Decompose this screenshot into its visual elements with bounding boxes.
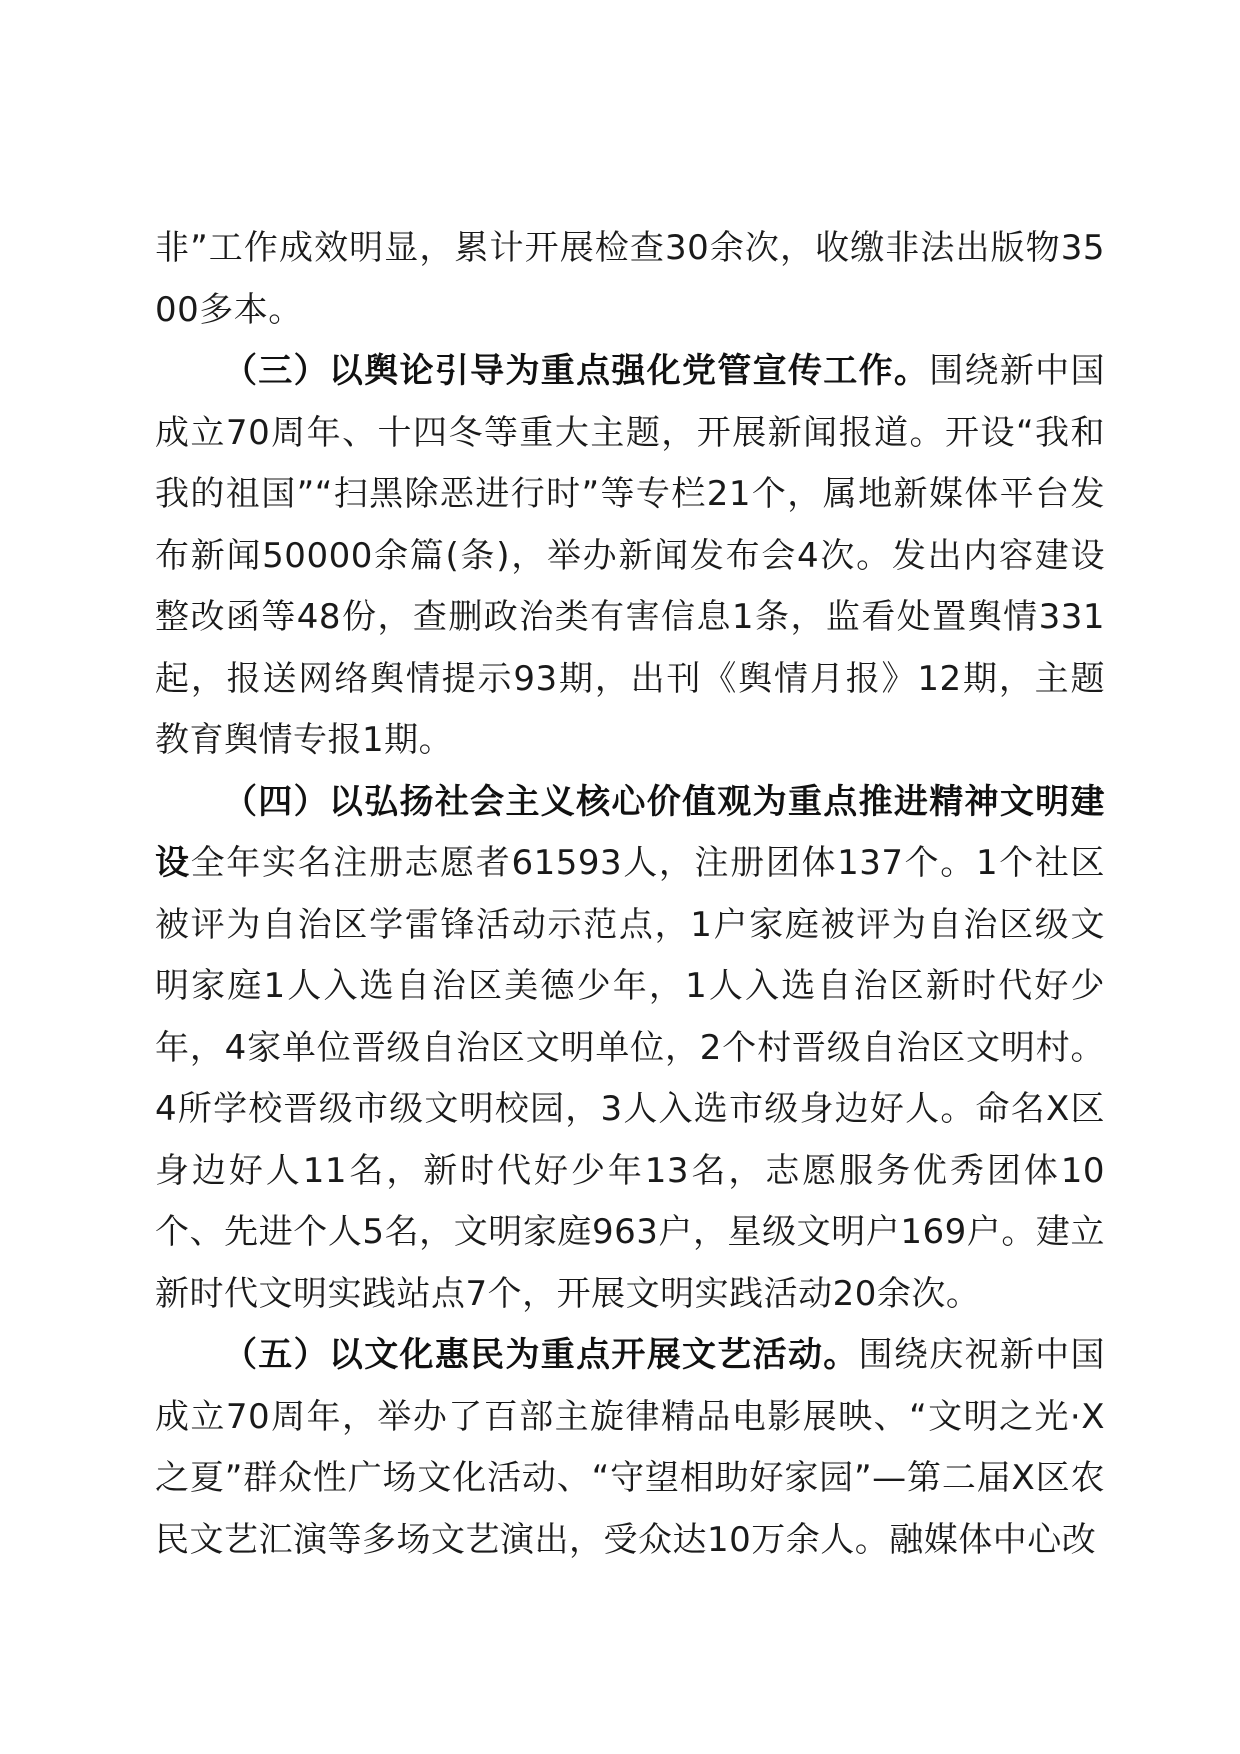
section-heading-4: （四）以弘扬社会主义核心价值观为重点推进精神文明建设	[155, 781, 1105, 883]
section-heading-3: （三）以舆论引导为重点强化党管宣传工作。	[223, 351, 930, 391]
paragraph-civilization	[155, 772, 1105, 1326]
document-body	[155, 218, 1105, 1571]
paragraph-continuation	[155, 218, 1105, 341]
paragraph-text: 围绕庆祝新中国成立70周年，举办了百部主旋律精品电影展映、“文明之光·X之夏”群众性广场文化活动、“守望相助好家园”—第二届X区农民文艺汇演等多场文艺演出，受众达10万余人。融媒体中心改	[155, 1335, 1105, 1560]
paragraph-text: 围绕新中国成立70周年、十四冬等重大主题，开展新闻报道。开设“我和我的祖国”“扫黑除恶进行时”等专栏21个，属地新媒体平台发布新闻50000余篇(条)，举办新闻发布会4次。发出内容建设整改函等48份，查删政治类有害信息1条，监看处置舆情331起，报送网络舆情提示93期，出刊《舆情月报》12期，主题教育舆情专报1期。	[155, 351, 1105, 760]
paragraph-public-opinion	[155, 341, 1105, 772]
paragraph-text: 非”工作成效明显，累计开展检查30余次，收缴非法出版物3500多本。	[155, 228, 1105, 330]
paragraph-text: 全年实名注册志愿者61593人，注册团体137个。1个社区被评为自治区学雷锋活动示范点，1户家庭被评为自治区级文明家庭1人入选自治区美德少年，1人入选自治区新时代好少年，4家单位晋级自治区文明单位，2个村晋级自治区文明村。4所学校晋级市级文明校园，3人入选市级身边好人。命名X区身边好人11名，新时代好少年13名，志愿服务优秀团体10个、先进个人5名，文明家庭963户，星级文明户169户。建立新时代文明实践站点7个，开展文明实践活动20余次。	[155, 843, 1106, 1314]
section-heading-5: （五）以文化惠民为重点开展文艺活动。	[223, 1335, 859, 1375]
paragraph-culture	[155, 1325, 1105, 1571]
